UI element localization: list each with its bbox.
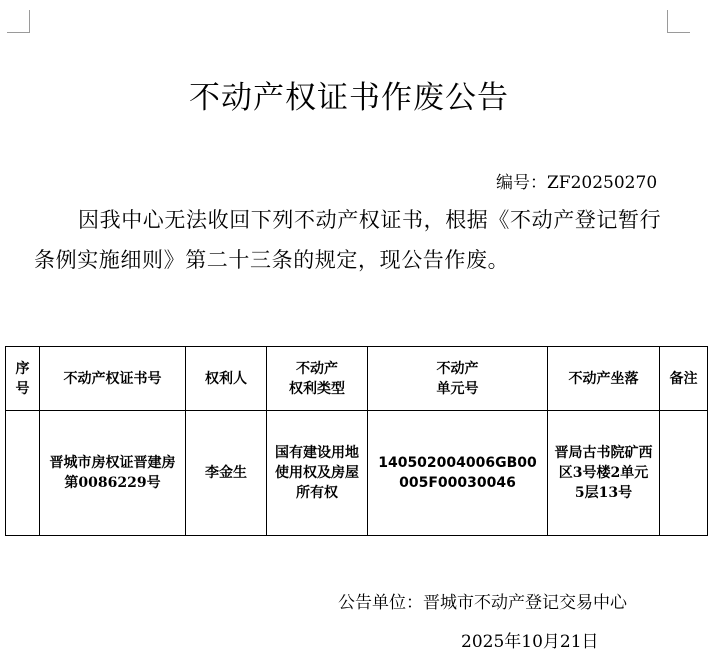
cell-seq (6, 411, 40, 536)
serial-number (496, 168, 657, 193)
header-cert-no: 不动产权证书号 (40, 347, 186, 411)
header-right-type: 不动产 权利类型 (267, 347, 368, 411)
cell-cert-no: 晋城市房权证晋建房第0086229号 (40, 411, 186, 536)
cell-unit-no: 140502004006GB00005F00030046 (368, 411, 548, 536)
cell-right-type: 国有建设用地使用权及房屋所有权 (267, 411, 368, 536)
cell-remark (660, 411, 708, 536)
cell-owner: 李金生 (186, 411, 267, 536)
certificate-table (5, 346, 708, 536)
serial-value: ZF20250270 (547, 173, 658, 193)
issuing-unit: 公告单位：晋城市不动产登记交易中心 (338, 593, 627, 613)
cell-location: 晋局古书院矿西区3号楼2单元5层13号 (548, 411, 660, 536)
document-title: 不动产权证书作废公告 (189, 80, 509, 116)
header-remark: 备注 (660, 347, 708, 411)
header-owner: 权利人 (186, 347, 267, 411)
issue-date: 2025年10月21日 (461, 632, 599, 652)
table-header-row (6, 347, 708, 411)
announcement-body: 因我中心无法收回下列不动产权证书，根据《不动产登记暂行条例实施细则》第二十三条的规定，现公告作废。 (34, 208, 662, 272)
header-unit-no: 不动产 单元号 (368, 347, 548, 411)
serial-label: 编号： (496, 173, 547, 193)
header-location: 不动产坐落 (548, 347, 660, 411)
page-corner-mark-top-right (667, 10, 690, 33)
header-seq: 序 号 (6, 347, 40, 411)
table-row (6, 411, 708, 536)
page-corner-mark-top-left (7, 10, 30, 33)
